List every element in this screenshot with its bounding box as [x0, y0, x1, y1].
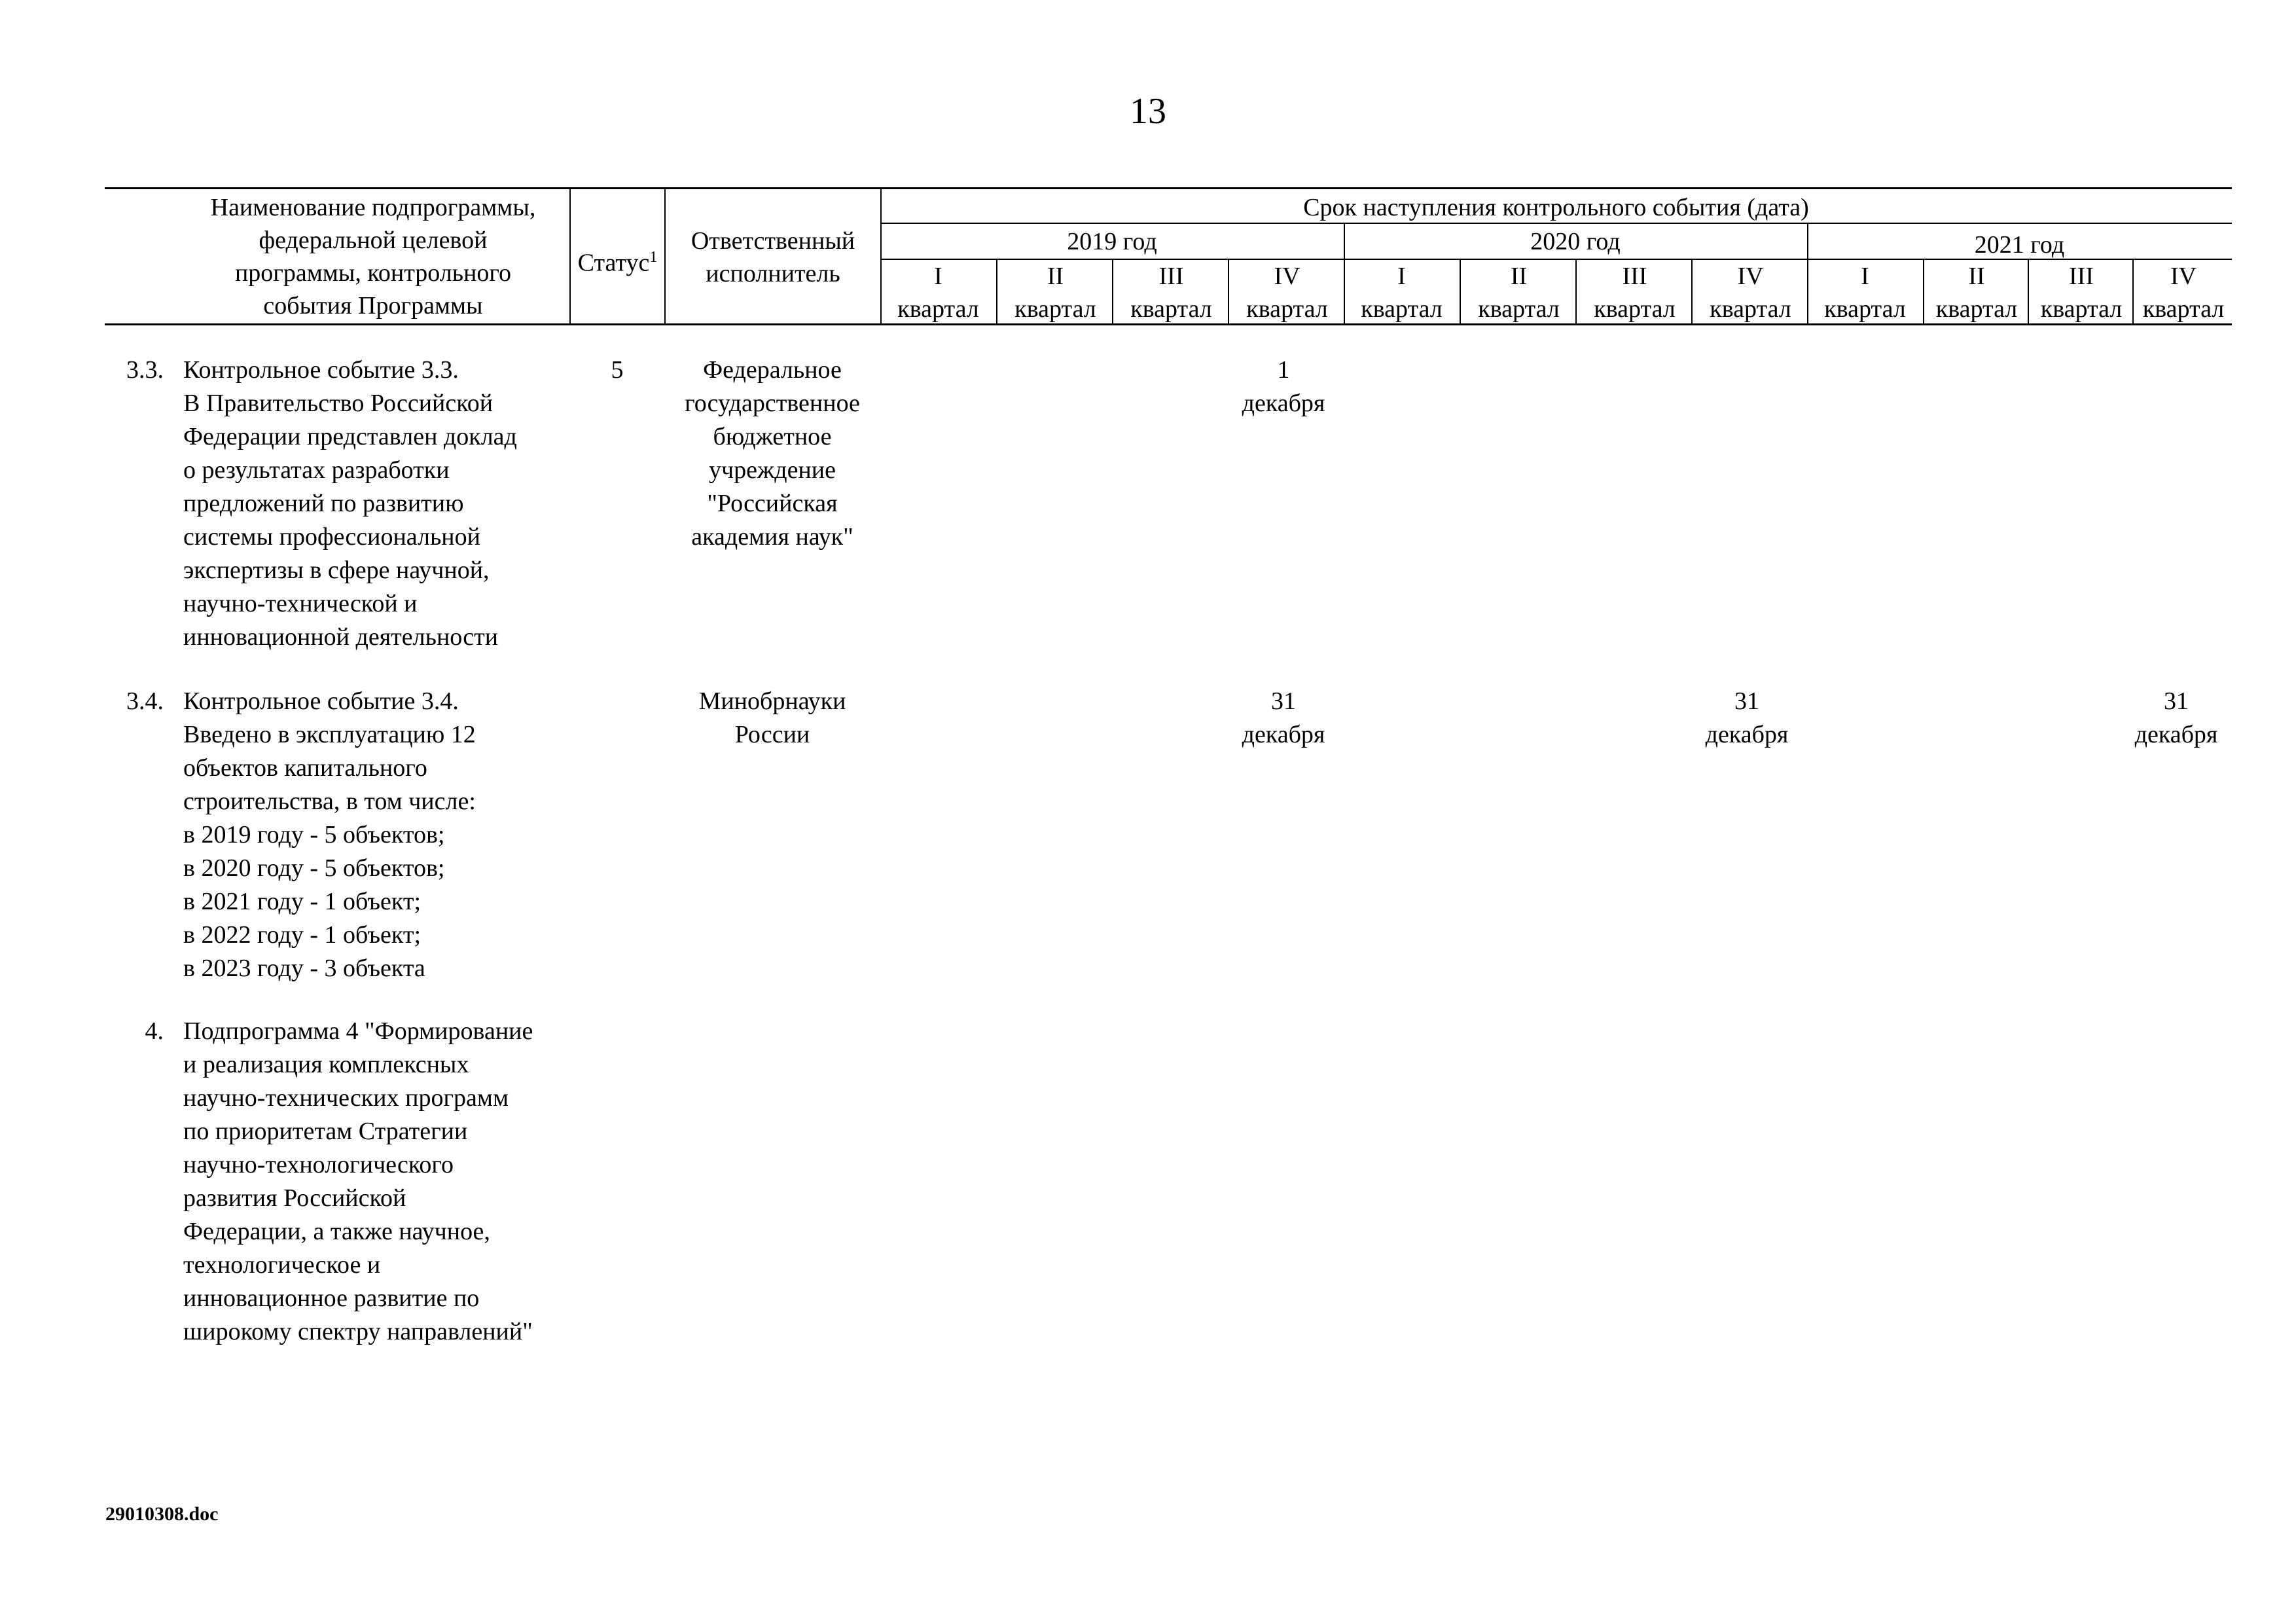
- quarter-header-cell: [1575, 260, 1693, 325]
- quarter-header-cell: [1228, 260, 1345, 325]
- row-executor: Федеральное государственное бюджетное учреждение "Российская академия наук": [685, 356, 860, 551]
- date-month: декабря: [1242, 390, 1325, 417]
- document-filename: 29010308.doc: [105, 1503, 219, 1525]
- date-cell: [2121, 685, 2232, 752]
- row-description: Контрольное событие 3.3. В Правительство Российской Федерации представлен доклад о результатах разработки предложений по развитию системы профессиональной экспертизы в сфере научной, научно-технической и инновационной деятельности: [183, 356, 517, 651]
- quarter-word: квартал: [2040, 295, 2123, 323]
- quarter-number: II: [1047, 263, 1064, 290]
- quarter-header-cell: [2028, 260, 2134, 325]
- date-cell: [1228, 685, 1339, 752]
- header-year-2021: 2021 год: [1974, 231, 2065, 259]
- quarter-header-cell: [1691, 260, 1808, 325]
- date-cell: [1228, 354, 1339, 420]
- row-number: 4.: [145, 1017, 164, 1045]
- quarter-header-cell: [1112, 260, 1229, 325]
- quarter-word: квартал: [1478, 295, 1560, 323]
- status-footnote-mark: 1: [649, 249, 658, 266]
- date-day: 1: [1277, 356, 1290, 384]
- quarter-word: квартал: [2142, 295, 2225, 323]
- row-number: 3.4.: [126, 687, 164, 715]
- quarter-header-cell: [1460, 260, 1577, 325]
- quarter-number: II: [1968, 263, 1985, 290]
- quarter-word: квартал: [1014, 295, 1096, 323]
- status-label: Статус: [577, 249, 650, 277]
- quarter-number: IV: [2170, 263, 2197, 290]
- quarter-header-cell: [1344, 260, 1460, 325]
- quarter-word: квартал: [1361, 295, 1443, 323]
- date-day: 31: [1734, 687, 1759, 715]
- row-description: Контрольное событие 3.4. Введено в эксплуатацию 12 объектов капитального строительства, в том числе: в 2019 году - 5 объектов; в 2020 году - 5 объектов; в 2021 году - 1 объект; в 2022 году - 1 объект; в 2023 году - 3 объекта: [183, 687, 476, 982]
- quarter-number: I: [1861, 263, 1869, 290]
- header-deadline-group: Срок наступления контрольного события (дата): [1303, 194, 1809, 221]
- date-cell: [1691, 685, 1803, 752]
- quarter-number: IV: [1737, 263, 1764, 290]
- header-name-col: Наименование подпрограммы, федеральной целевой программы, контрольного события Программы: [210, 194, 536, 319]
- date-month: декабря: [1705, 721, 1789, 748]
- header-year-2019: 2019 год: [1067, 228, 1157, 255]
- header-year-2020: 2020 год: [1530, 228, 1621, 255]
- quarter-word: квартал: [1594, 295, 1676, 323]
- quarter-word: квартал: [1824, 295, 1906, 323]
- quarter-header-cell: [996, 260, 1113, 325]
- quarter-word: квартал: [897, 295, 979, 323]
- quarter-word: квартал: [1246, 295, 1328, 323]
- quarter-number: III: [1158, 263, 1184, 290]
- row-description: Подпрограмма 4 "Формирование и реализация комплексных научно-технических программ по приоритетам Стратегии научно-технологического развития Российской Федерации, а также научное, технологическое и инновационное развитие по широкому спектру направлений": [183, 1017, 533, 1345]
- quarter-header-cell: [880, 260, 996, 325]
- quarter-number: II: [1510, 263, 1528, 290]
- date-day: 31: [2164, 687, 2189, 715]
- quarter-word: квартал: [1130, 295, 1212, 323]
- quarter-number: III: [2069, 263, 2094, 290]
- date-month: декабря: [1242, 721, 1325, 748]
- date-day: 31: [1271, 687, 1296, 715]
- header-status-col: [571, 241, 664, 280]
- quarter-number: I: [934, 263, 942, 290]
- quarter-header-cell: [2132, 260, 2233, 325]
- quarter-number: I: [1397, 263, 1406, 290]
- quarter-word: квартал: [1710, 295, 1791, 323]
- row-number: 3.3.: [126, 356, 164, 384]
- row-executor: Минобрнауки России: [698, 687, 846, 748]
- quarter-word: квартал: [1935, 295, 2018, 323]
- quarter-number: IV: [1274, 263, 1300, 290]
- quarter-header-cell: [1807, 260, 1923, 325]
- header-top-rule: [105, 187, 2232, 189]
- row-status: 5: [611, 356, 624, 384]
- header-executor-col: Ответственный исполнитель: [691, 227, 855, 287]
- quarter-header-cell: [1923, 260, 2029, 325]
- date-month: декабря: [2134, 721, 2218, 748]
- page-number: 13: [1130, 91, 1166, 132]
- quarter-number: III: [1622, 263, 1647, 290]
